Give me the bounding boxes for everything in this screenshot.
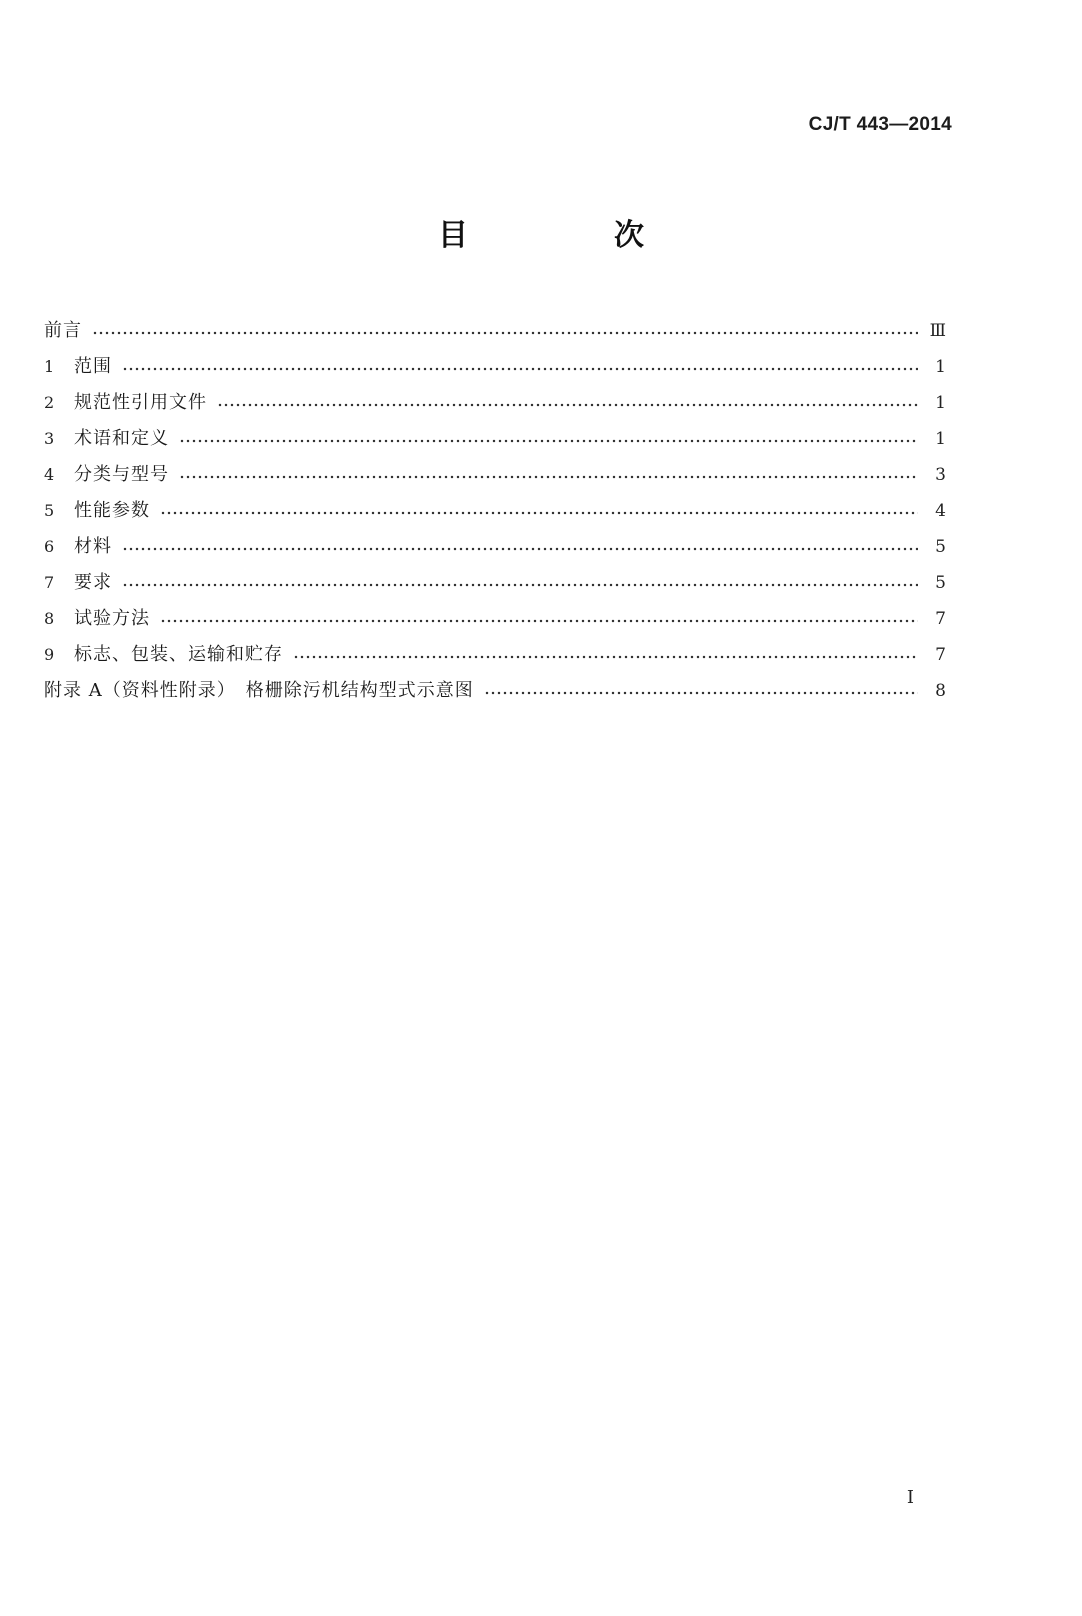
page-number: I: [906, 1487, 914, 1508]
toc-entry-label: 分类与型号: [74, 464, 169, 485]
dot-leader: [484, 690, 918, 696]
dot-leader: [92, 330, 918, 336]
toc-entry-page: 7: [935, 609, 946, 629]
toc-entry-performance[interactable]: [44, 486, 946, 522]
toc-entry-label: 要求: [74, 572, 112, 593]
standard-code: CJ/T 443—2014: [808, 114, 952, 135]
toc-entry-page: 5: [935, 573, 946, 593]
toc-entry-appendix-a[interactable]: [44, 666, 946, 702]
toc-entry-page: 8: [935, 681, 946, 701]
toc-entry-number: 1: [44, 357, 55, 376]
table-of-contents: [44, 306, 946, 702]
toc-entry-page: 5: [935, 537, 946, 557]
dot-leader: [217, 402, 918, 408]
dot-leader: [160, 510, 918, 516]
toc-entry-page: 1: [935, 429, 946, 449]
dot-leader: [179, 438, 918, 444]
toc-entry-page: 7: [935, 645, 946, 665]
toc-entry-number: 8: [44, 609, 55, 628]
dot-leader: [122, 366, 918, 372]
toc-entry-foreword[interactable]: [44, 306, 946, 342]
toc-entry-classification[interactable]: [44, 450, 946, 486]
toc-entry-label: 标志、包装、运输和贮存: [74, 644, 283, 665]
toc-entry-number: 3: [44, 429, 55, 448]
toc-entry-number: 4: [44, 465, 55, 484]
toc-entry-page: 4: [935, 501, 946, 521]
toc-entry-page: 1: [935, 357, 946, 377]
toc-entry-normative-references[interactable]: [44, 378, 946, 414]
toc-entry-materials[interactable]: [44, 522, 946, 558]
toc-entry-number: 2: [44, 393, 55, 412]
toc-entry-number: 9: [44, 645, 55, 664]
toc-entry-number: 6: [44, 537, 55, 556]
toc-entry-scope[interactable]: [44, 342, 946, 378]
toc-entry-label: 规范性引用文件: [74, 392, 207, 413]
dot-leader: [122, 582, 918, 588]
toc-entry-label: 附录 A（资料性附录） 格栅除污机结构型式示意图: [44, 680, 474, 701]
toc-entry-page: Ⅲ: [929, 321, 946, 341]
toc-entry-label: 试验方法: [74, 608, 150, 629]
toc-entry-label: 材料: [74, 536, 112, 557]
dot-leader: [293, 654, 918, 660]
dot-leader: [179, 474, 918, 480]
toc-entry-test-methods[interactable]: [44, 594, 946, 630]
toc-entry-requirements[interactable]: [44, 558, 946, 594]
toc-entry-label: 前言: [44, 320, 82, 341]
toc-entry-terms-definitions[interactable]: [44, 414, 946, 450]
toc-entry-number: 7: [44, 573, 55, 592]
toc-entry-label: 性能参数: [74, 500, 150, 521]
dot-leader: [122, 546, 918, 552]
toc-entry-marking-packaging[interactable]: [44, 630, 946, 666]
toc-entry-label: 范围: [74, 356, 112, 377]
toc-entry-page: 1: [935, 393, 946, 413]
toc-entry-number: 5: [44, 501, 55, 520]
toc-entry-label: 术语和定义: [74, 428, 169, 449]
dot-leader: [160, 618, 918, 624]
page-title: 目 次: [438, 218, 702, 253]
toc-entry-page: 3: [935, 465, 946, 485]
